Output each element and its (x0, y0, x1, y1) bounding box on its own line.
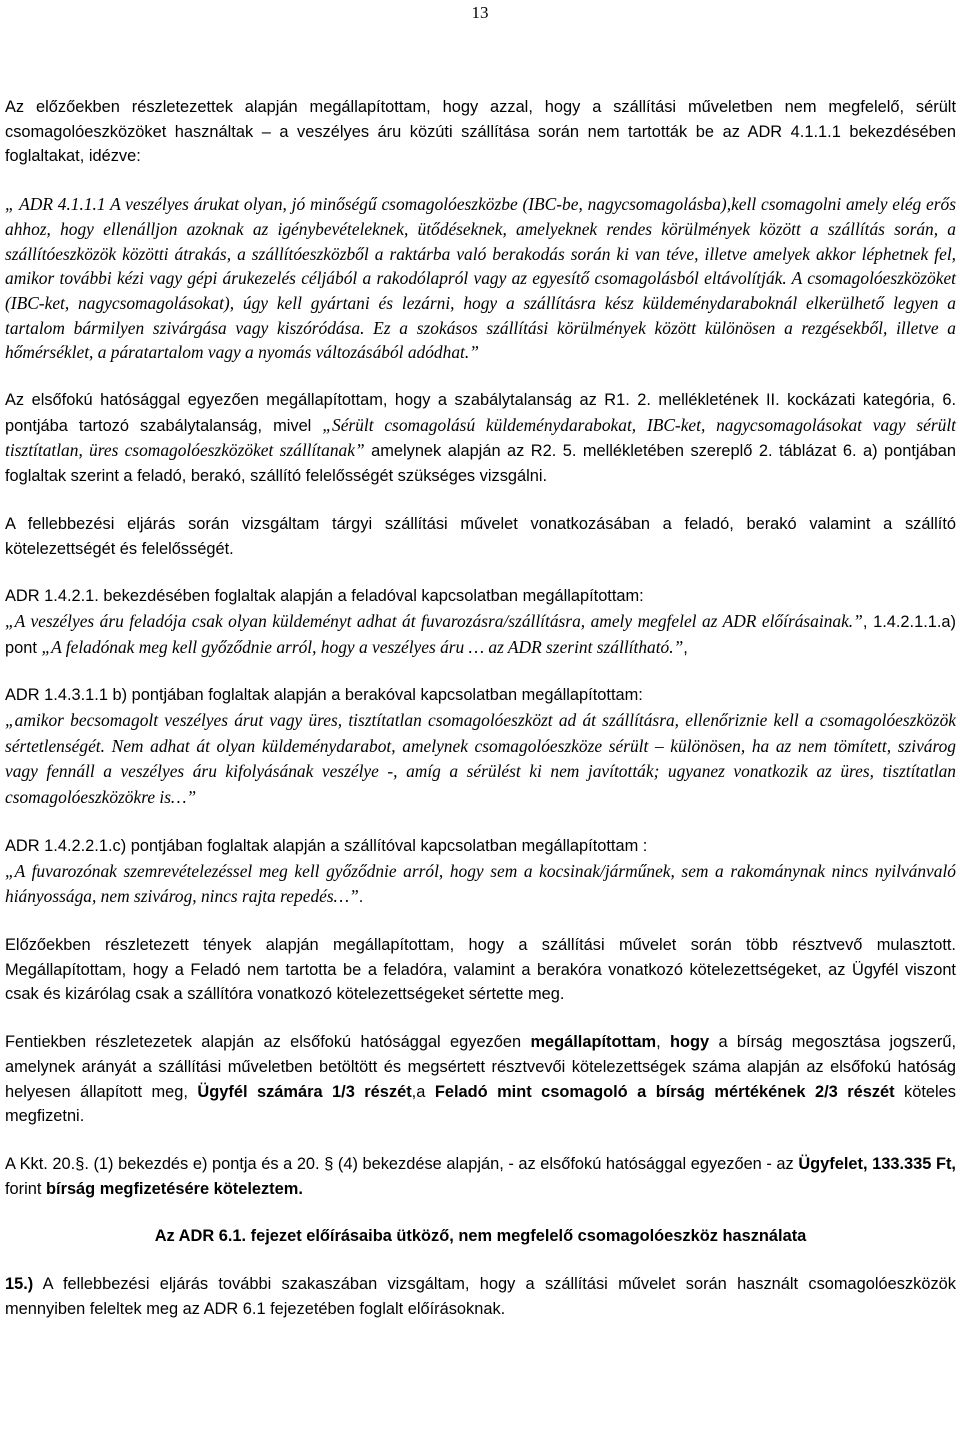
paragraph-carrier (5, 834, 956, 910)
text: ADR 1.4.2.1. bekezdésében foglaltak alapján a feladóval kapcsolatban megállapítottam: (5, 587, 644, 606)
bold-text: megállapítottam (530, 1033, 657, 1052)
quote-damaged-packages: „Sérült csomagolású küldeménydarabokat, IBC-ket, nagycsomagolásokat vagy sérült tisztítatlan, üres csomagolóeszközöket szállítanak” (5, 414, 956, 461)
paragraph-appeal-review: A fellebbezési eljárás során vizsgáltam tárgyi szállítási művelet vonatkozásában a feladó, berakó valamint a szállító kötelezettségét és felelősségét. (5, 514, 956, 558)
item-number: 15.) (5, 1275, 34, 1294)
bold-text: Feladó mint csomagoló a bírság mértékének 2/3 részét (434, 1082, 895, 1101)
paragraph-findings: Előzőekben részletezett tények alapján megállapítottam, hogy a szállítási művelet során több résztvevő mulasztott. Megállapítottam, hogy a Feladó nem tartotta be a feladóra, valamint a berakóra vonatkozó kötelezettségeket, az Ügyfél viszont csak és kizárólag csak a szállítóra vonatkozó kötelezettségeket sértette meg. (5, 935, 956, 1004)
paragraph-risk-category (5, 388, 956, 489)
text: A fellebbezési eljárás további szakaszában vizsgáltam, hogy a szállítási művelet során használt csomagolóeszközök mennyiben feleltek meg az ADR 6.1 fejezetében foglalt előírásoknak. (5, 1275, 956, 1318)
paragraph-fine-split (5, 1030, 956, 1129)
document-body (5, 95, 956, 1344)
text: , 1.4.2.1.1.a) pont (5, 612, 957, 657)
text: ADR 1.4.3.1.1 b) pontjában foglaltak alapján a berakóval kapcsolatban megállapítottam: (5, 686, 643, 705)
quote-consignor-1: „A veszélyes áru feladója csak olyan küldeményt adhat át fuvarozásra/szállításra, amely megfelel az ADR előírásainak.” (5, 610, 863, 631)
text: A Kkt. 20.§. (1) bekezdés e) pontja és a 20. § (4) bekezdése alapján, - az elsőfokú hatósággal egyezően - az (5, 1154, 799, 1173)
paragraph-section-15 (5, 1272, 956, 1321)
text: , (683, 638, 688, 657)
bold-text: bírság megfizetésére köteleztem. (46, 1179, 303, 1198)
text: ,a (411, 1082, 435, 1101)
text: a bírság megosztása jogszerű, amelynek arányát a szállítási műveletben betöltött és megsértett résztvevői kötelezettségek száma alapján az elsőfokú hatóság helyesen állapított meg, (5, 1033, 957, 1101)
text: forint (5, 1179, 46, 1198)
text: , (656, 1033, 671, 1052)
quote-loader: „amikor becsomagolt veszélyes árut vagy üres, tisztítatlan csomagolóeszközt ad át szállításra, ellenőriznie kell a csomagolóeszközök sértetlenségét. Nem adhat át olyan küldeménydarabot, amelynek csomagolóeszköze sérült – különösen, ha az nem tömített, szivárog vagy fennáll a veszélyes áru kifolyásának veszélye -, amíg a sérülést ki nem javították; ugyanez vonatkozik az üres, tisztítatlan csomagolóeszközökre is…” (5, 710, 956, 808)
paragraph-fine-amount (5, 1152, 956, 1201)
paragraph-loader (5, 683, 956, 811)
quote-carrier: „A fuvarozónak szemrevételezéssel meg kell győződnie arról, hogy sem a kocsinak/járműnek, sem a rakománynak nincs nyilvánvaló hiányossága, nem szivárog, nincs rajta repedés…” (5, 860, 956, 907)
page-number: 13 (471, 3, 489, 22)
paragraph-intro: Az előzőekben részletezettek alapján megállapítottam, hogy azzal, hogy a szállítási műveletben nem megfelelő, sérült csomagolóeszközöket használtak – a veszélyes áru közúti szállítása során nem tartották be az ADR 4.1.1.1 bekezdésében foglaltakat, idézve: (5, 98, 956, 166)
text: ADR 1.4.2.2.1.c) pontjában foglaltak alapján a szállítóval kapcsolatban megállapítottam : (5, 836, 648, 855)
section-heading: Az ADR 6.1. fejezet előírásaiba ütköző, nem megfelelő csomagolóeszköz használata (154, 1227, 807, 1246)
text: amelynek alapján az R2. 5. mellékletében szereplő 2. táblázat 6. a) pontjában foglaltak szerint a feladó, berakó, szállító felelősségét szükséges vizsgálni. (5, 442, 956, 486)
text: Az elsőfokú hatósággal egyezően megállapítottam, hogy a szabálytalanság az R1. 2. mellékletének II. kockázati kategória, 6. pontjába tartozó szabálytalanság, mivel (5, 391, 956, 435)
bold-text: hogy (670, 1033, 710, 1052)
quote-adr-4-1-1-1: „ ADR 4.1.1.1 A veszélyes árukat olyan, jó minőségű csomagolóeszközbe (IBC-be, nagycsomagolásba),kell csomagolni amely elég erős ahhoz, hogy ellenálljon azoknak az igénybevételeknek, ütődéseknek, amelyeknek rendes körülmények között a szállítás során, a szállítóeszközök közötti átrakás, a szállítóeszközből a raktárba való berakodás során ki van téve, illetve amelyek akkor léphetnek fel, amikor további kézi vagy gépi árukezelés céljából a rakodólapról vagy az egyesítő csomagolásból eltávolítják. A csomagolóeszközöket (IBC-ket, nagycsomagolásokat), úgy kell gyártani és lezárni, hogy a szállításra kész küldeménydaraboknál elkerülhető legyen a tartalom bármilyen szivárgása vagy kiszóródása. Ez a szokásos szállítási körülmények között különösen a rezgésekből, illetve a hőmérséklet, a páratartalom vagy a nyomás változásából adódhat.” (5, 194, 956, 363)
quote-consignor-2: „A feladónak meg kell győződnie arról, hogy a veszélyes áru … az ADR szerint szállítható.” (41, 636, 684, 657)
text: . (358, 888, 364, 907)
bold-text: Ügyfelet, 133.335 Ft, (798, 1154, 956, 1173)
text: Fentiekben részletezetek alapján az elsőfokú hatósággal egyezően (5, 1033, 531, 1052)
paragraph-consignor (5, 584, 956, 660)
bold-text: Ügyfél számára 1/3 részét (197, 1082, 412, 1101)
text: köteles megfizetni. (5, 1082, 956, 1126)
